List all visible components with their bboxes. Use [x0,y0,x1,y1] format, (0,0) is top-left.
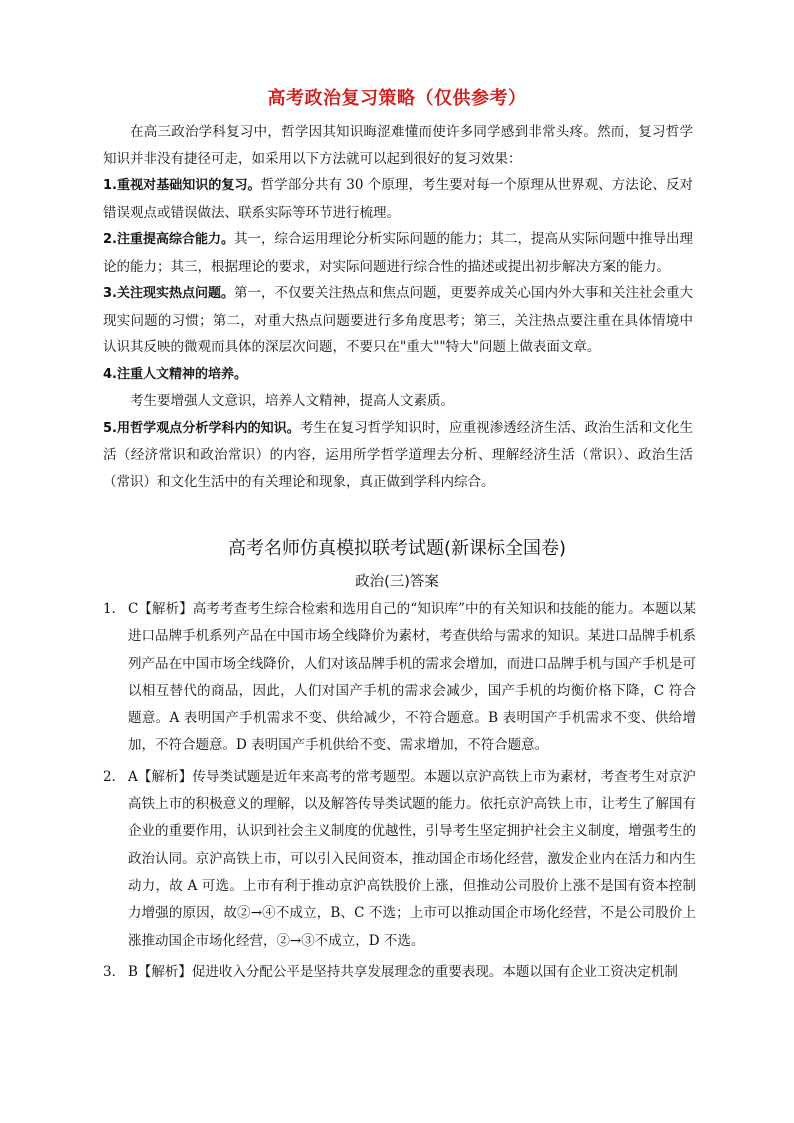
point-heading: 5.用哲学观点分析学科内的知识。 [103,420,300,436]
strategy-title: 高考政治复习策略（仅供参考） [267,88,527,109]
answer-number: 2． [103,768,126,785]
point-heading: 3.关注现实热点问题。 [103,286,234,301]
answer-item-3 [103,959,696,986]
answer-item-2 [103,764,696,955]
exam-subtitle: 政治(三)答案 [355,574,439,590]
answer-number: 3． [103,963,126,980]
answer-number: 1． [103,601,126,617]
strategy-intro: 在高三政治学科复习中，哲学因其知识晦涩难懂而使许多同学感到非常头疼。然而，复习哲学知识并非没有捷径可走，如采用以下方法就可以起到很好的复习效果： [103,124,693,167]
point-text: 其一，综合运用理论分析实际问题的能力；其二，提高从实际问题中推导出理论的能力；其三，根据理论的要求，对实际问题进行综合性的描述或提出初步解决方案的能力。 [103,231,694,275]
strategy-point-4-text [103,388,693,415]
point-text: 考生要增强人文意识，培养人文精神，提高人文素质。 [130,393,454,409]
point-heading: 2.注重提高综合能力。 [103,232,234,247]
answer-text: A【解析】传导类试题是近年来高考的常考题型。本题以京沪高铁上市为素材，考查考生对京沪高铁上市的积极意义的理解，以及解答传导类试题的能力。依托京沪高铁上市，让考生了解国有企业的重要作用，认识到社会主义制度的优越性，引导考生坚定拥护社会主义制度，增强考生的政治认同。京沪高铁上市，可以引入民间资本，推动国企市场化经营，激发企业内在活力和内生动力，故 A 可选。上市有利于推动京沪高铁股价上涨，但推动公司股价上涨不是国有资本控制力增强的原因，故②→④不成立，B、C 不选；上市可以推动国企市场化经营，不是公司股价上涨推动国企市场化经营，②→③不成立，D 不选。 [128,768,696,949]
strategy-point-4 [103,361,693,389]
strategy-point-5 [103,415,693,496]
strategy-point-2 [103,226,693,280]
answer-text: B【解析】促进收入分配公平是坚持共享发展理念的重要表现。本题以国有企业工资决定机制 [128,963,678,980]
point-text: 第一，不仅要关注热点和焦点问题，更要养成关心国内外大事和关注社会重大现实问题的习惯；第二，对重大热点问题要进行多角度思考；第三，关注热点要注重在具体情境中认识其反映的微观而具体的深层次问题，不要只在"重大""特大"问题上做表面文章。 [103,285,694,355]
strategy-point-3 [103,280,693,361]
strategy-point-1 [103,172,693,226]
point-text: 哲学部分共有 30 个原理，考生要对每一个原理从世界观、方法论、反对错误观点或错误做法、联系实际等环节进行梳理。 [103,177,694,221]
strategy-section [103,119,693,495]
answer-list [103,596,696,990]
point-heading: 1.重视对基础知识的复习。 [103,178,261,193]
answer-item-1 [103,596,696,760]
point-text: 考生在复习哲学知识时，应重视渗透经济生活、政治生活和文化生活（经济常识和政治常识）的内容，运用所学哲学道理去分析、理解经济生活（常识）、政治生活（常识）和文化生活中的有关理论和现象，真正做到学科内综合。 [103,419,694,490]
exam-title: 高考名师仿真模拟联考试题(新课标全国卷) [227,538,567,559]
point-heading: 4.注重人文精神的培养。 [103,366,247,382]
answer-text: C【解析】高考考查考生综合检索和选用自己的“知识库”中的有关知识和技能的能力。本题以某进口品牌手机系列产品在中国市场全线降价为素材，考查供给与需求的知识。某进口品牌手机系列产品在中国市场全线降价，人们对该品牌手机的需求会增加，而进口品牌手机与国产手机是可以相互替代的商品，因此，人们对国产手机的需求会减少，国产手机的均衡价格下降，C 符合题意。A 表明国产手机需求不变、供给减少，不符合题意。B 表明国产手机需求不变、供给增加，不符合题意。D 表明国产手机供给不变、需求增加，不符合题意。 [128,601,696,754]
